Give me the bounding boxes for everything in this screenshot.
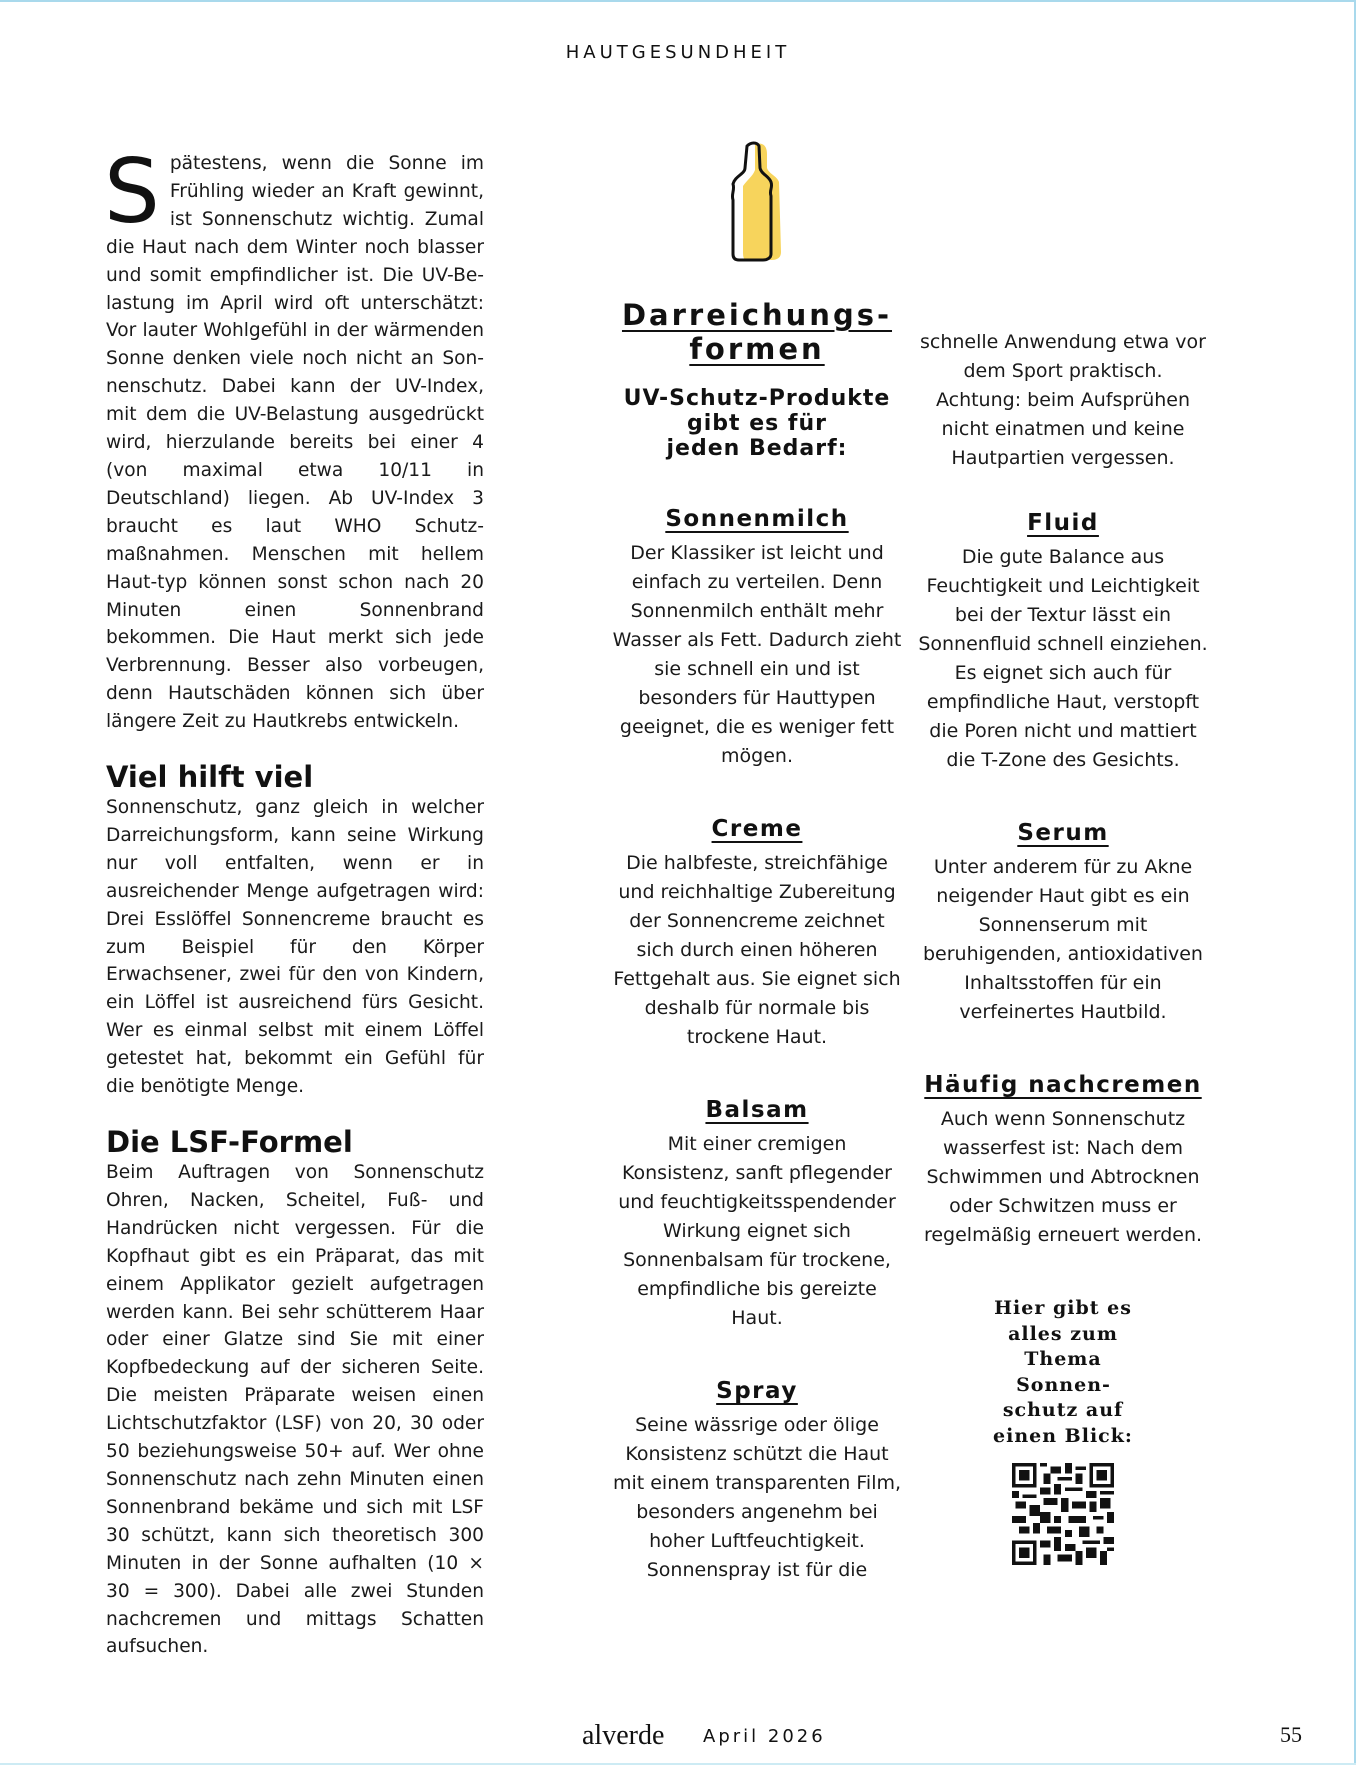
form-text: Mit einer cremigen Konsistenz, sanft pflegender und feuchtigkeitsspendender Wirkung eignet sich Sonnenbalsam für trockene, empfindliche bis gereizte Haut. [618,1133,896,1329]
intro-paragraph [104,140,484,736]
spray-continuation: schnelle Anwendung etwa vor dem Sport praktisch. Achtung: beim Aufsprühen nicht einatmen und keine Hautpartien vergessen. [919,331,1206,469]
heading-viel-hilft-viel: Viel hilft viel [106,760,314,795]
page-number: 55 [1280,1722,1302,1747]
form-heading: Fluid [1027,510,1099,536]
form-text: Die gute Balance aus Feuchtigkeit und Leichtigkeit bei der Textur lässt ein Sonnenfluid schnell einziehen. Es eignet sich auch für empfindliche Haut, verstopft die Poren nicht und mattiert die T-Zone des Gesichts. [918,546,1208,771]
qr-block [918,1296,1208,1565]
tip-heading: Häufig nachcremen [924,1072,1202,1098]
magazine-logo: alverde [582,1720,665,1751]
form-fluid [918,509,1208,775]
page-border-top [0,0,1356,2]
sidebar-title: Darreichungs- formen [621,298,893,366]
form-text: Die halbfeste, streichfähige und reichhaltige Zubereitung der Sonnencreme zeichnet sich durch einen höheren Fettgehalt aus. Sie eignet sich deshalb für normale bis trockene Haut. [613,852,901,1048]
intro-text: pätestens, wenn die Sonne im Frühling wieder an Kraft gewinnt, ist Sonnenschutz wichtig. Zumal die Haut nach dem Winter noch blasser und somit empfindlicher ist. Die UV-Belastung im April wird oft unterschätzt: Vor lauter Wohlgefühl in der wärmenden Sonne denken viele noch nicht an Sonnenschutz. Dabei kann der UV-Index, mit dem die UV-Belastung ausgedrückt wird, hierzulande bereits bei einer 4 (von maximal etwa 10/11 in Deutschland) liegen. Ab UV-Index 3 braucht es laut WHO Schutzmaßnahmen. Menschen mit hellem Haut-typ können sonst schon nach 20 Minuten einen Sonnenbrand bekommen. Die Haut merkt sich jede Verbrennung. Besser also vorbeugen, denn Hautschäden können sich über längere Zeit zu Hautkrebs entwickeln. [106,153,484,733]
form-heading: Sonnenmilch [665,506,849,532]
form-serum [918,819,1208,1027]
heading-lsf-formel: Die LSF-Formel [106,1125,353,1159]
form-text: Seine wässrige oder ölige Konsistenz schützt die Haut mit einem transparenten Film, besonders angenehm bei hoher Luftfeuchtigkeit. Sonnenspray ist für die [612,1414,902,1581]
form-heading: Spray [716,1378,798,1404]
form-heading: Creme [711,816,803,842]
tip-nachcremen [918,1071,1208,1250]
sidebar-forms-continued [918,328,1208,1565]
qr-code-icon[interactable] [1012,1463,1114,1565]
paragraph-viel-hilft-viel: Sonnenschutz, ganz gleich in welcher Darreichungsform, kann seine Wirkung nur voll entfalten, wenn er in ausreichender Menge aufgetragen wird: Drei Esslöffel Sonnencreme braucht es zum Beispiel für den Körper Erwachsener, zwei für den von Kindern, ein Löffel ist ausreichend fürs Gesicht. Wer es einmal selbst mit einem Löffel getestet hat, bekommt ein Gefühl für die benötigte Menge. [106,797,484,1098]
form-sonnenmilch [612,505,902,771]
form-heading: Serum [1017,820,1109,846]
issue-date: April 2026 [703,1726,826,1747]
qr-caption: Hier gibt es alles zum Thema Sonnenschutz auf einen Blick: [993,1297,1133,1447]
sunscreen-bottle-icon [729,140,785,262]
form-creme [612,815,902,1052]
drop-cap: S [104,140,160,243]
form-text: Unter anderem für zu Akne neigender Haut gibt es ein Sonnenserum mit beruhigenden, antioxidativen Inhaltsstoffen für ein verfeinertes Hautbild. [923,856,1203,1023]
form-text: Der Klassiker ist leicht und einfach zu verteilen. Denn Sonnenmilch enthält mehr Wasser als Fett. Dadurch zieht sie schnell ein und ist besonders für Hauttypen geeignet, die es weniger fett mögen. [612,542,902,767]
section-kicker: HAUTGESUNDHEIT [565,42,791,63]
paragraph-lsf-formel: Beim Auftragen von Sonnenschutz Ohren, Nacken, Scheitel, Fuß- und Handrücken nicht vergessen. Für die Kopfhaut gibt es ein Präparat, das mit einem Applikator gezielt aufgetragen werden kann. Bei sehr schütterem Haar oder einer Glatze sind Sie mit einer Kopfbedeckung auf der sicheren Seite. Die meisten Präparate weisen einen Lichtschutzfaktor (LSF) von 20, 30 oder 50 beziehungsweise 50+ auf. Wer ohne Sonnenschutz nach zehn Minuten einen Sonnenbrand bekäme und sich mit LSF 30 schützt, kann sich theoretisch 300 Minuten in der Sonne aufhalten (10 × 30 = 300). Dabei alle zwei Stunden nachcremen und mittags Schatten aufsuchen. [106,1162,484,1658]
sidebar-forms [612,140,902,1585]
form-balsam [612,1096,902,1333]
main-article [104,140,484,1661]
form-heading: Balsam [705,1097,809,1123]
sidebar-subtitle: UV-Schutz-Produkte gibt es für jeden Bedarf: [623,386,891,461]
form-spray [612,1377,902,1585]
tip-text: Auch wenn Sonnenschutz wasserfest ist: Nach dem Schwimmen und Abtrocknen oder Schwitzen muss er regelmäßig erneuert werden. [923,1108,1203,1246]
